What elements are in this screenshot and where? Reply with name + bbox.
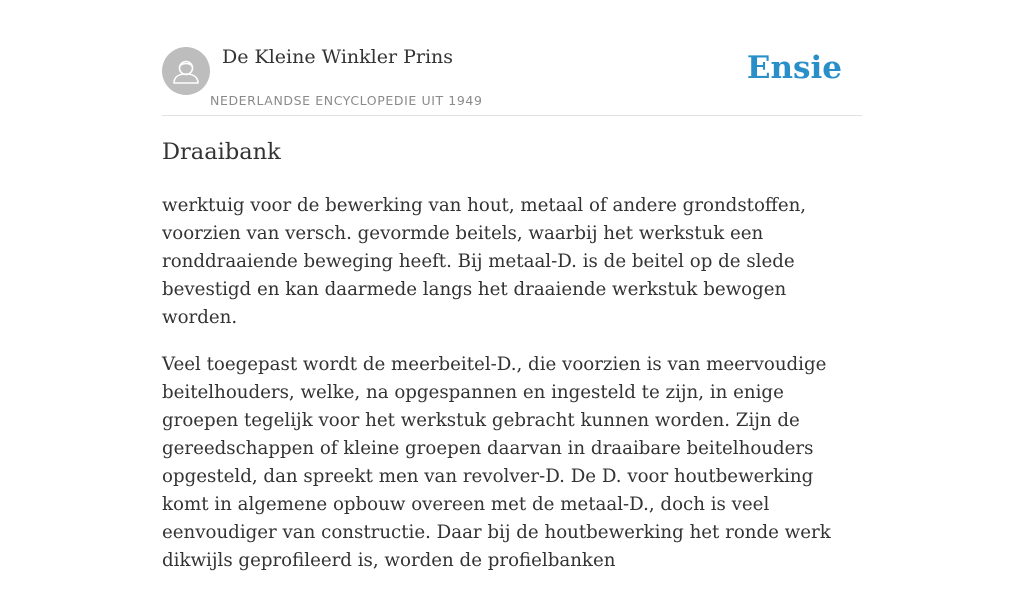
- header-divider: [162, 115, 862, 116]
- ensie-logo-link[interactable]: Ensie: [746, 50, 842, 86]
- entry-content: [162, 192, 862, 594]
- entry-title: Draaibank: [162, 139, 281, 165]
- entry-paragraph: Veel toegepast wordt de meerbeitel-D., die voorzien is van meervoudige beitelhouders, welke, na opgespannen en ingesteld te zijn, in enige groepen tegelijk voor het werkstuk gebracht kunnen worden. Zijn de gereedschappen of kleine groepen daarvan in draaibare beitelhouders opgesteld, dan spreekt men van revolver-D. De D. voor houtbewerking komt in algemene opbouw overeen met de metaal-D., doch is veel eenvoudiger van constructie. Daar bij de houtbewerking het ronde werk dikwijls geprofileerd is, worden de profielbanken: [162, 354, 831, 571]
- source-subtitle: NEDERLANDSE ENCYCLOPEDIE UIT 1949: [210, 93, 483, 108]
- entry-paragraph: werktuig voor de bewerking van hout, metaal of andere grondstoffen, voorzien van versch. gevormde beitels, waarbij het werkstuk een ronddraaiende beweging heeft. Bij metaal-D. is de beitel op de slede bevestigd en kan daarmede langs het draaiende werkstuk bewogen worden.: [162, 195, 807, 328]
- source-header: [162, 46, 862, 116]
- user-placeholder-icon[interactable]: [162, 47, 210, 95]
- source-title[interactable]: De Kleine Winkler Prins: [222, 46, 454, 68]
